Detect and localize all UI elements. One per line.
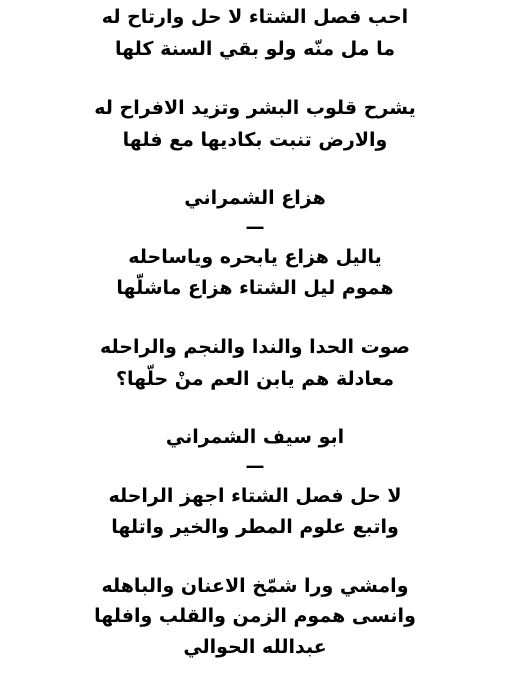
poet2-name: ابو سيف الشمراني (165, 426, 345, 448)
poet1-stanza2-line2: معادلة هم يابن العم منْ حلّها؟ (116, 368, 394, 390)
intro-stanza1-line1: احب فصل الشتاء لا حل وارتاح له (101, 6, 409, 28)
poet1-stanza1-line2: هموم ليل الشتاء هزاع ماشلّها (116, 277, 394, 299)
poet2-separator: — (245, 455, 265, 477)
poet2-stanza2-line2: وانسى هموم الزمن والقلب وافلها (94, 605, 416, 627)
poet1-separator: — (245, 216, 265, 238)
poet2-stanza1-line1: لا حل فصل الشتاء اجهز الراحله (108, 485, 402, 507)
intro-stanza2-line2: والارض تنبت بكاديها مع فلها (122, 129, 388, 151)
signature: عبدالله الحوالي (183, 636, 327, 658)
poet1-stanza1-line1: ياليل هزاع يابحره وياساحله (128, 246, 382, 268)
intro-stanza2-line1: يشرح قلوب البشر وتزيد الافراح له (94, 97, 416, 119)
intro-stanza1-line2: ما مل منّه ولو بقي السنة كلها (115, 38, 395, 60)
poet1-stanza2-line1: صوت الحدا والندا والنجم والراحله (100, 336, 410, 358)
poet2-stanza1-line2: واتبع علوم المطر والخير واتلها (111, 516, 399, 538)
poet2-stanza2-line1: وامشي ورا شمّخ الاعنان والباهله (101, 575, 409, 597)
poet1-name: هزاع الشمراني (184, 187, 326, 209)
